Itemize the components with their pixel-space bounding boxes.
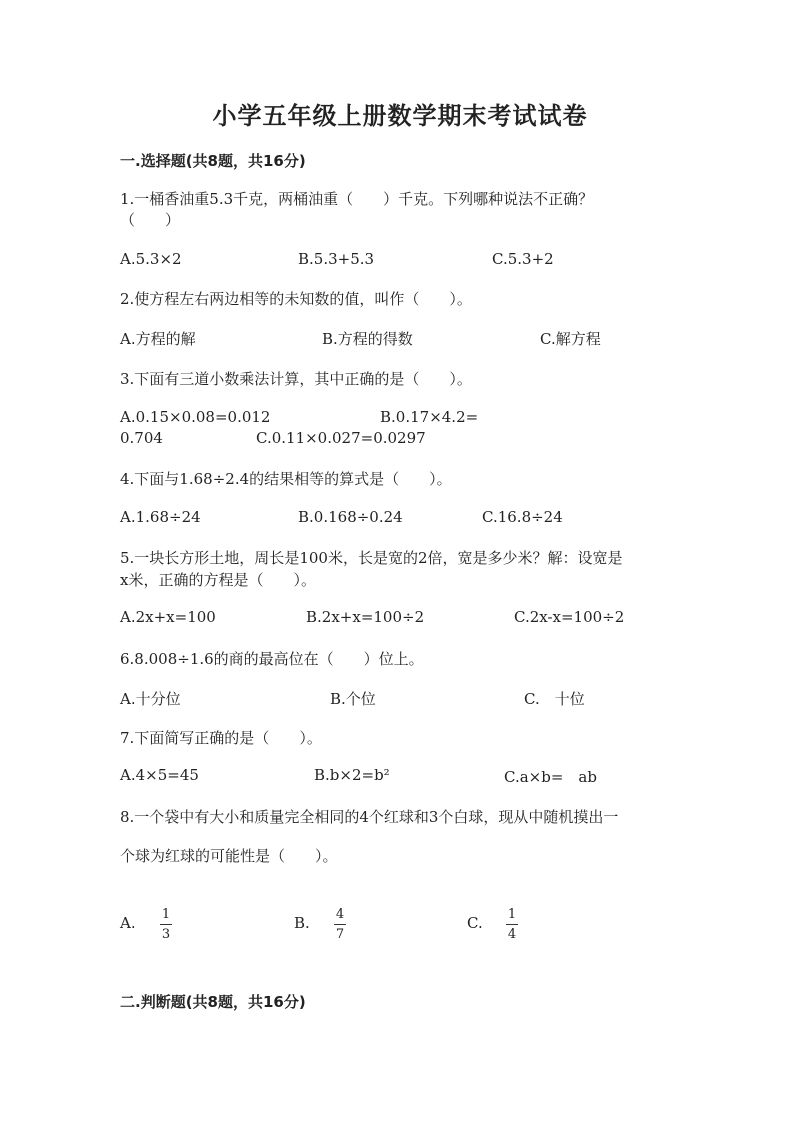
question-1-answer-blank: （ ） <box>120 211 181 229</box>
question-8-text: 8.一个袋中有大小和质量完全相同的4个红球和3个白球，现从中随机摸出一 <box>120 808 619 826</box>
fraction-bar <box>506 924 518 925</box>
question-5-text-line-2: x米，正确的方程是（ ）。 <box>120 571 316 589</box>
question-3-option-c[interactable]: C.0.11×0.027=0.0297 <box>256 429 426 447</box>
fraction-numerator: 1 <box>161 907 171 922</box>
fraction-numerator: 1 <box>507 907 517 922</box>
question-8-option-a-fraction <box>160 907 172 942</box>
question-6-text: 6.8.008÷1.6的商的最高位在（ ）位上。 <box>120 650 424 668</box>
question-1-option-a[interactable]: A.5.3×2 <box>120 250 182 268</box>
question-7-text: 7.下面简写正确的是（ ）。 <box>120 729 322 747</box>
question-7-option-b[interactable]: B.b×2=b² <box>314 766 390 784</box>
question-3-option-b-continued: 0.704 <box>120 429 163 447</box>
fraction-bar <box>160 924 172 925</box>
page-title: 小学五年级上册数学期末考试试卷 <box>212 102 588 130</box>
question-8-option-b[interactable]: B. <box>294 914 310 932</box>
question-6-option-a[interactable]: A.十分位 <box>120 690 181 708</box>
question-1-option-b[interactable]: B.5.3+5.3 <box>298 250 375 268</box>
question-8-option-c[interactable]: C. <box>467 914 483 932</box>
question-2-option-b[interactable]: B.方程的得数 <box>322 330 413 348</box>
fraction-bar <box>334 924 346 925</box>
question-2-option-c[interactable]: C.解方程 <box>540 330 601 348</box>
section-heading-choice: 一.选择题(共8题，共16分) <box>120 152 306 170</box>
question-2-text: 2.使方程左右两边相等的未知数的值，叫作（ ）。 <box>120 290 472 308</box>
question-7-option-a[interactable]: A.4×5=45 <box>120 766 199 784</box>
fraction-denominator: 3 <box>161 927 171 942</box>
question-3-option-b[interactable]: B.0.17×4.2= <box>380 408 479 426</box>
question-6-option-b[interactable]: B.个位 <box>330 690 376 708</box>
question-1-text: 1.一桶香油重5.3千克，两桶油重（ ）千克。下列哪种说法不正确？ <box>120 190 594 208</box>
question-4-option-b[interactable]: B.0.168÷0.24 <box>298 508 403 526</box>
question-4-text: 4.下面与1.68÷2.4的结果相等的算式是（ ）。 <box>120 470 452 488</box>
question-4-option-a[interactable]: A.1.68÷24 <box>120 508 201 526</box>
question-3-option-a[interactable]: A.0.15×0.08=0.012 <box>120 408 271 426</box>
question-8-option-c-fraction <box>506 907 518 942</box>
question-1-option-c[interactable]: C.5.3+2 <box>492 250 554 268</box>
question-5-text: 5.一块长方形土地，周长是100米，长是宽的2倍，宽是多少米？解：设宽是 <box>120 549 623 567</box>
question-8-text-line-2: 个球为红球的可能性是（ ）。 <box>120 847 338 865</box>
question-4-option-c[interactable]: C.16.8÷24 <box>482 508 563 526</box>
question-5-option-c[interactable]: C.2x-x=100÷2 <box>514 608 625 626</box>
section-heading-judgement: 二.判断题(共8题，共16分) <box>120 993 306 1011</box>
fraction-denominator: 4 <box>507 927 517 942</box>
fraction-denominator: 7 <box>335 927 345 942</box>
question-2-option-a[interactable]: A.方程的解 <box>120 330 196 348</box>
question-6-option-c[interactable]: C. 十位 <box>524 690 585 708</box>
fraction-numerator: 4 <box>335 907 345 922</box>
question-8-option-b-fraction <box>334 907 346 942</box>
question-8-option-a[interactable]: A. <box>120 914 136 932</box>
question-5-option-a[interactable]: A.2x+x=100 <box>120 608 216 626</box>
question-7-option-c[interactable]: C.a×b= ab <box>504 768 597 786</box>
question-5-option-b[interactable]: B.2x+x=100÷2 <box>306 608 425 626</box>
question-3-text: 3.下面有三道小数乘法计算，其中正确的是（ ）。 <box>120 370 472 388</box>
